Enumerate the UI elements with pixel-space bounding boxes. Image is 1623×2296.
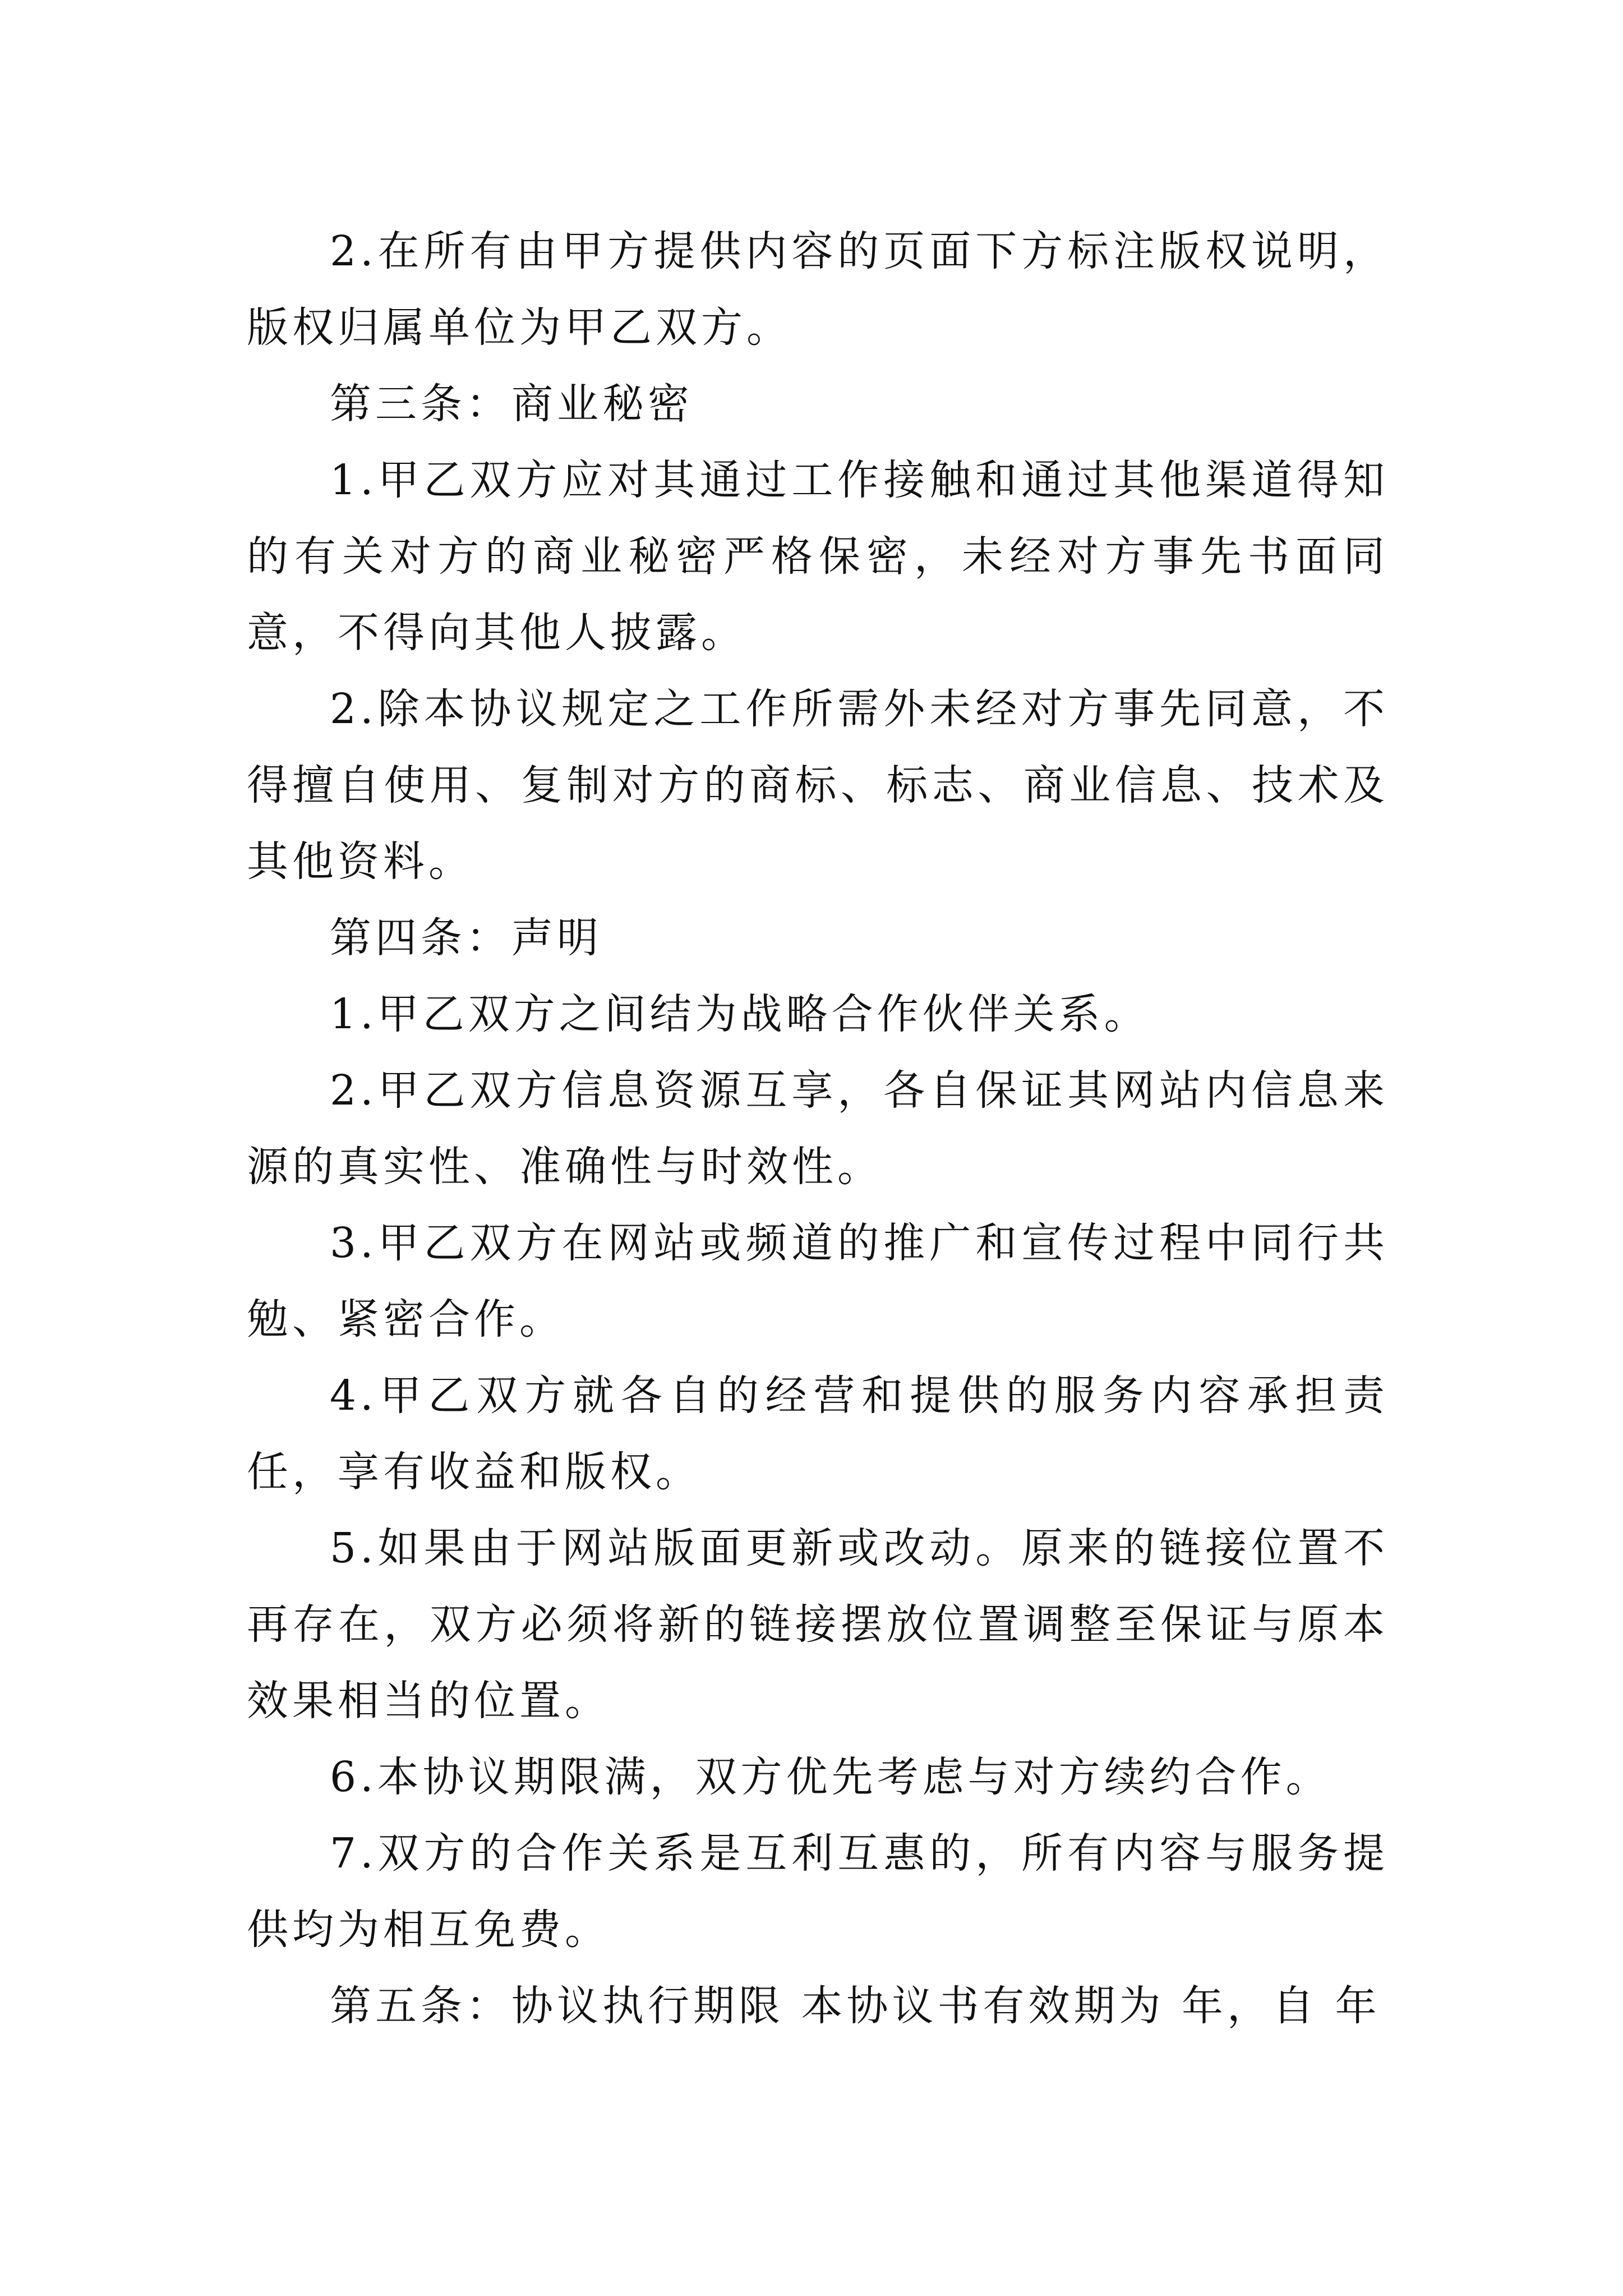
paragraph-no-unauthorized-use: 2.除本协议规定之工作所需外未经对方事先同意，不得擅自使用、复制对方的商标、标志、商业信息、技术及其他资料。 — [247, 685, 1389, 886]
heading-article-3-trade-secrets: 第三条：商业秘密 — [330, 380, 693, 428]
paragraph-responsibility: 4.甲乙双方就各自的经营和提供的服务内容承担责任，享有收益和版权。 — [247, 1372, 1389, 1496]
paragraph-promotion-cooperation: 3.甲乙双方在网站或频道的推广和宣传过程中同行共勉、紧密合作。 — [247, 1219, 1389, 1343]
paragraph-copyright-note: 2.在所有由甲方提供内容的页面下方标注版权说明，版权归属单位为甲乙双方。 — [247, 227, 1389, 352]
paragraph-information-sharing: 2.甲乙双方信息资源互享，各自保证其网站内信息来源的真实性、准确性与时效性。 — [247, 1066, 1389, 1191]
paragraph-strategic-partnership: 1.甲乙双方之间结为战略合作伙伴关系。 — [330, 990, 1150, 1038]
paragraph-confidentiality: 1.甲乙双方应对其通过工作接触和通过其他渠道得知的有关对方的商业秘密严格保密，未经对方事先书面同意，不得向其他人披露。 — [247, 456, 1389, 657]
document-body — [247, 213, 1389, 2044]
paragraph-link-position: 5.如果由于网站版面更新或改动。原来的链接位置不再存在，双方必须将新的链接摆放位置调整至保证与原本效果相当的位置。 — [247, 1524, 1389, 1725]
paragraph-free-of-charge: 7.双方的合作关系是互利互惠的，所有内容与服务提供均为相互免费。 — [247, 1829, 1389, 1954]
paragraph-renewal: 6.本协议期限满，双方优先考虑与对方续约合作。 — [330, 1753, 1331, 1801]
heading-article-5-term: 第五条：协议执行期限 本协议书有效期为 年，自 年 — [330, 1982, 1381, 2030]
heading-article-4-statement: 第四条：声明 — [330, 914, 602, 962]
